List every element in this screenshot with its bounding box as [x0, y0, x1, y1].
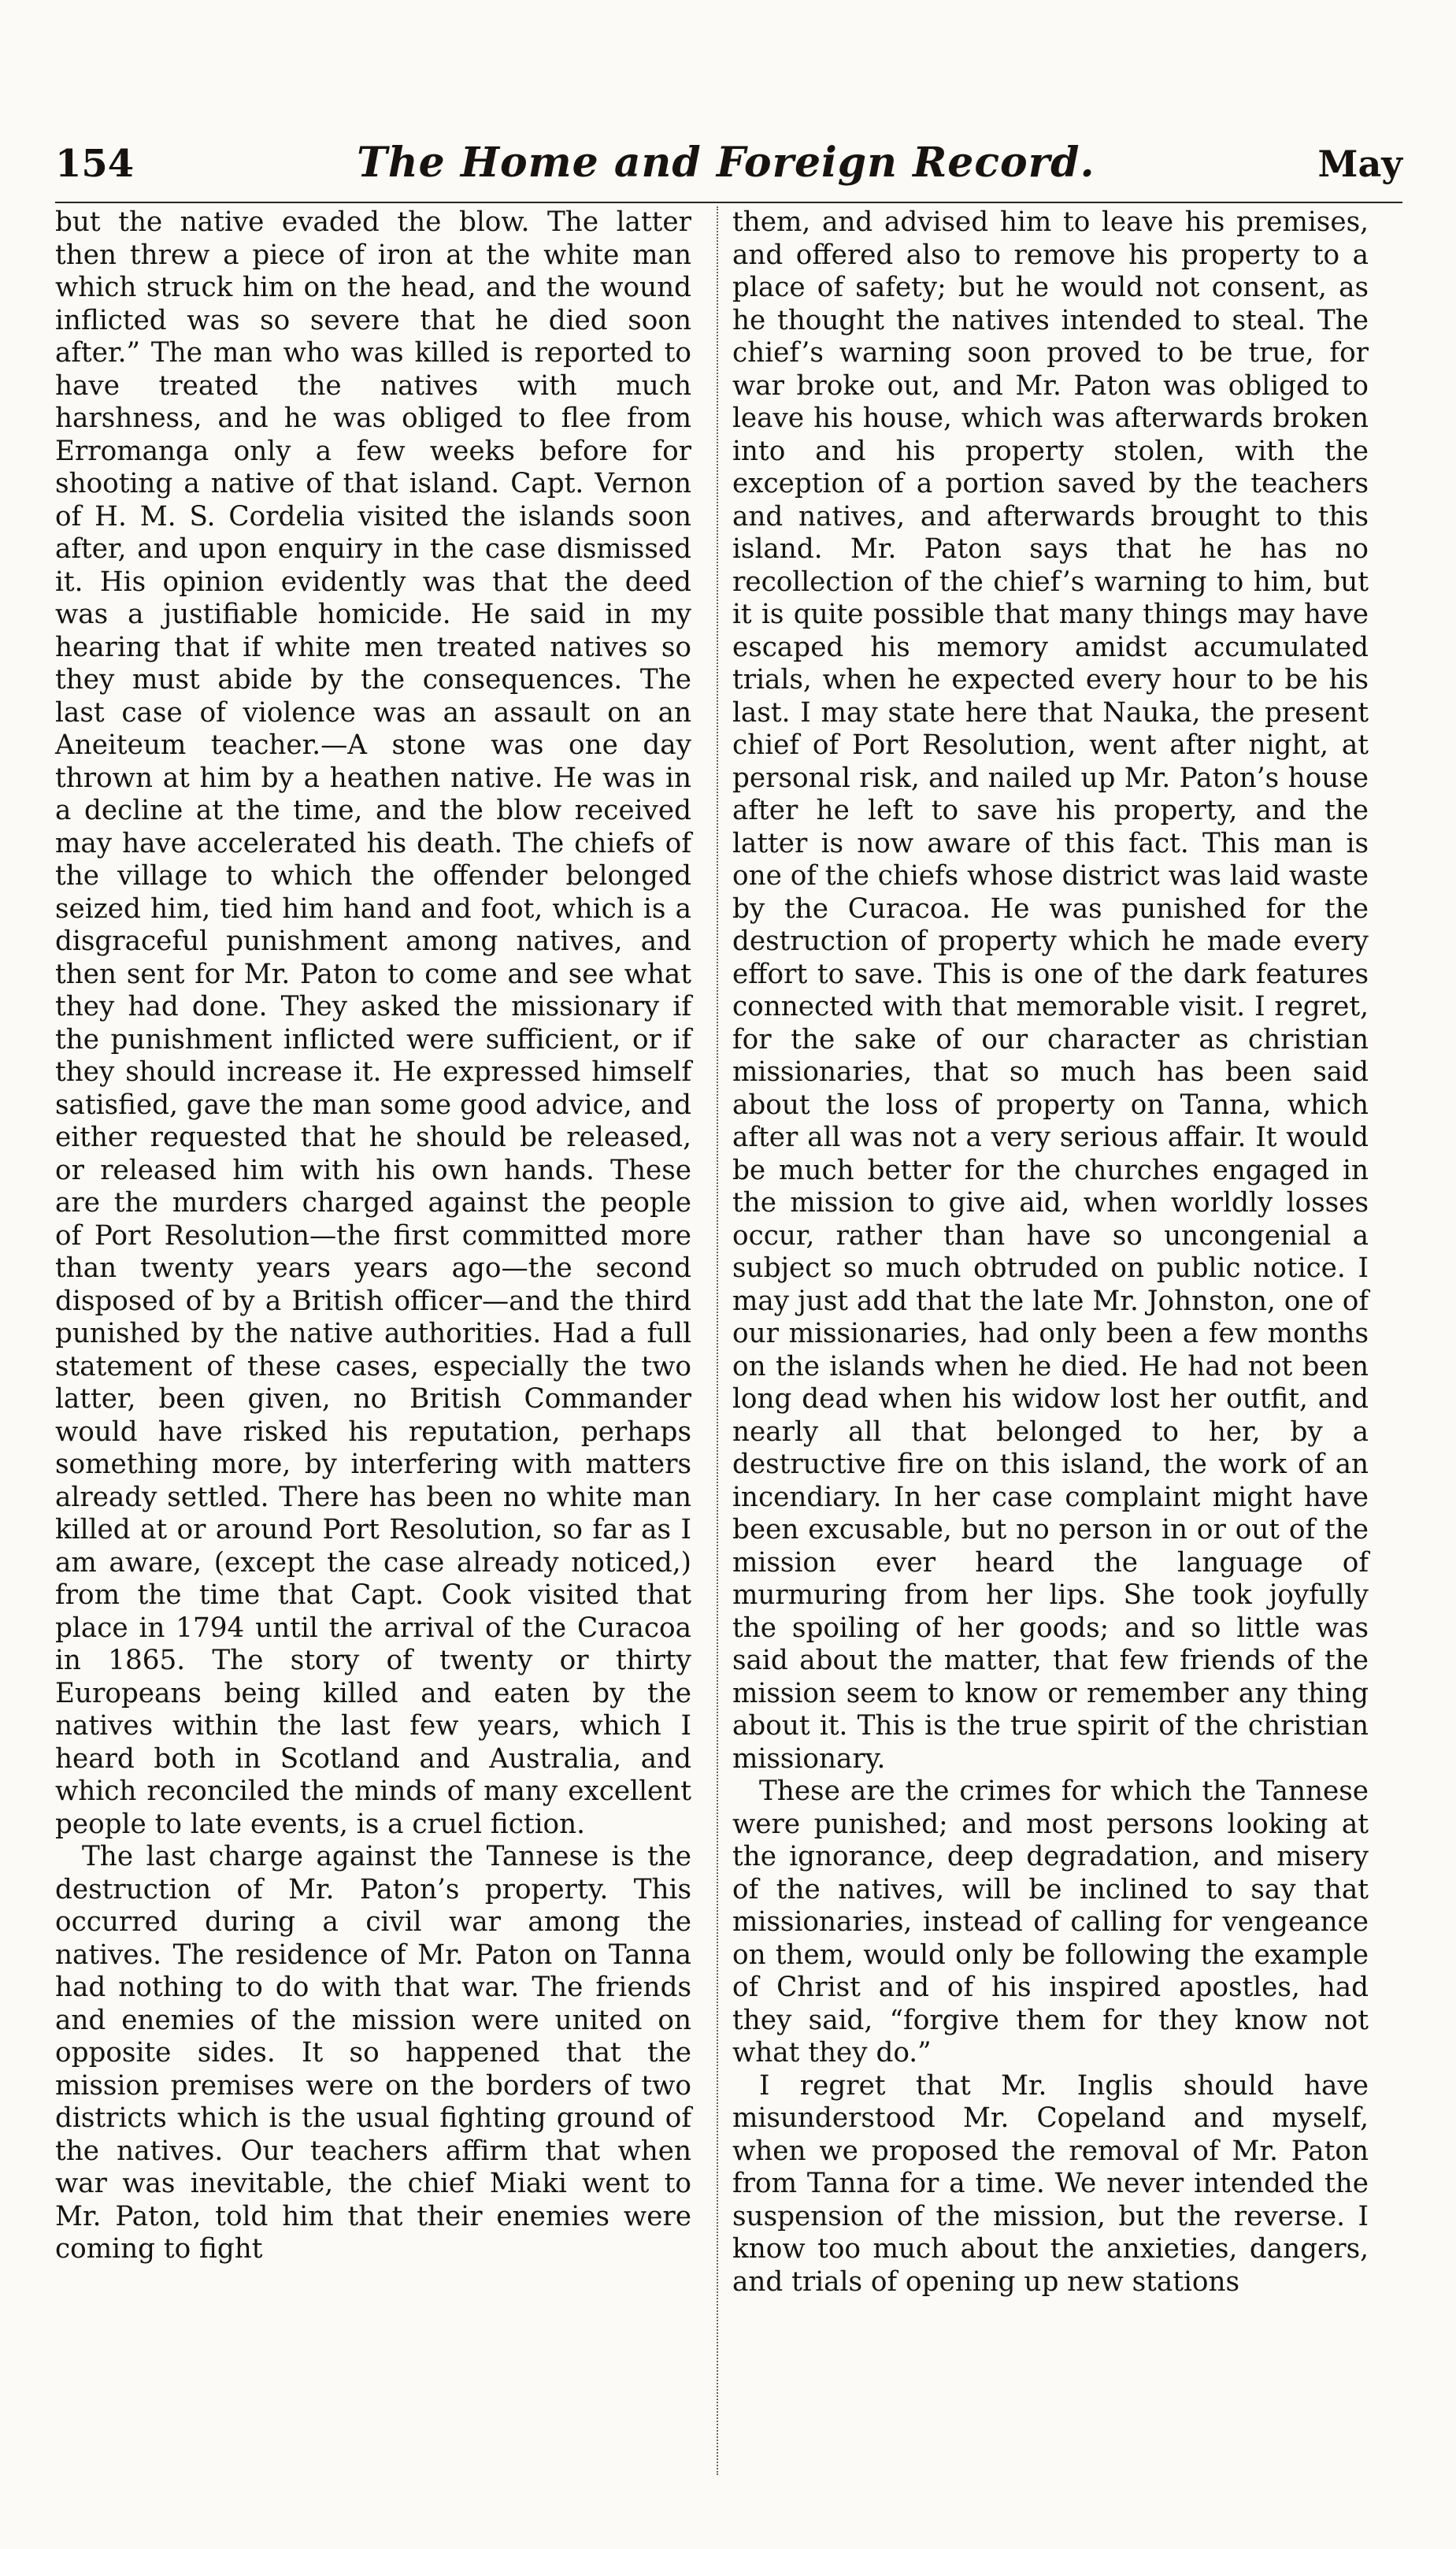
page-number: 154: [55, 142, 135, 186]
running-header: [55, 139, 1402, 194]
paragraph: The last charge against the Tannese is the destruction of Mr. Paton’s property. This occurred during a civil war among the natives. The residence of Mr. Paton on Tanna had nothing to do with that war. The friends and enemies of the mission were united on opposite sides. It so happened that the mission premises were on the borders of two districts which is the usual fighting ground of the natives. Our teachers affirm that when war was inevitable, the chief Miaki went to Mr. Paton, told him that their enemies were coming to fight: [55, 1841, 691, 2265]
right-column: [732, 206, 1369, 2299]
month-label: May: [1317, 143, 1402, 185]
paragraph: but the native evaded the blow. The latter then threw a piece of iron at the white man which struck him on the head, and the wound inflicted was so severe that he died soon after.” The man who was killed is reported to have treated the natives with much harshness, and he was obliged to flee from Erromanga only a few weeks before for shooting a native of that island. Capt. Vernon of H. M. S. Cordelia visited the islands soon after, and upon enquiry in the case dismissed it. His opinion evidently was that the deed was a justifiable homicide. He said in my hearing that if white men treated natives so they must abide by the consequences. The last case of violence was an assault on an Aneiteum teacher.—A stone was one day thrown at him by a heathen native. He was in a decline at the time, and the blow received may have accelerated his death. The chiefs of the village to which the offender belonged seized him, tied him hand and foot, which is a disgraceful punishment among natives, and then sent for Mr. Paton to come and see what they had done. They asked the missionary if the punishment inflicted were sufficient, or if they should increase it. He expressed himself satisfied, gave the man some good advice, and either requested that he should be released, or released him with his own hands. These are the murders charged against the people of Port Resolution—the first committed more than twenty years years ago—the second disposed of by a British officer—and the third punished by the native authorities. Had a full statement of these cases, especially the two latter, been given, no British Commander would have risked his reputation, perhaps something more, by interfering with matters already settled. There has been no white man killed at or around Port Resolution, so far as I am aware, (except the case already noticed,) from the time that Capt. Cook visited that place in 1794 until the arrival of the Curacoa in 1865. The story of twenty or thirty Europeans being killed and eaten by the natives within the last few years, which I heard both in Scotland and Australia, and which reconciled the minds of many excellent people to late events, is a cruel fiction.: [55, 206, 691, 1840]
column-divider: [717, 206, 718, 2475]
journal-title: The Home and Foreign Record.: [357, 139, 1095, 187]
header-rule: [55, 202, 1402, 203]
left-column: [55, 206, 691, 2266]
paragraph: them, and advised him to leave his premises, and offered also to remove his property to a place of safety; but he would not consent, as he thought the natives intended to steal. The chief’s warning soon proved to be true, for war broke out, and Mr. Paton was obliged to leave his house, which was afterwards broken into and his property stolen, with the exception of a portion saved by the teachers and natives, and afterwards brought to this island. Mr. Paton says that he has no recollection of the chief’s warning to him, but it is quite possible that many things may have escaped his memory amidst accumulated trials, when he expected every hour to be his last. I may state here that Nauka, the present chief of Port Resolution, went after night, at personal risk, and nailed up Mr. Paton’s house after he left to save his property, and the latter is now aware of this fact. This man is one of the chiefs whose district was laid waste by the Curacoa. He was punished for the destruction of property which he made every effort to save. This is one of the dark features connected with that memorable visit. I regret, for the sake of our character as christian missionaries, that so much has been said about the loss of property on Tanna, which after all was not a very serious affair. It would be much better for the churches engaged in the mission to give aid, when worldly losses occur, rather than have so uncongenial a subject so much obtruded on public notice. I may just add that the late Mr. Johnston, one of our missionaries, had only been a few months on the islands when he died. He had not been long dead when his widow lost her outfit, and nearly all that belonged to her, by a destructive fire on this island, the work of an incendiary. In her case complaint might have been excusable, but no person in or out of the mission ever heard the language of murmuring from her lips. She took joyfully the spoiling of her goods; and so little was said about the matter, that few friends of the mission seem to know or remember any thing about it. This is the true spirit of the christian missionary.: [732, 206, 1369, 1775]
paragraph: I regret that Mr. Inglis should have misunderstood Mr. Copeland and myself, when we proposed the removal of Mr. Paton from Tanna for a time. We never intended the suspension of the mission, but the reverse. I know too much about the anxieties, dangers, and trials of opening up new stations: [732, 2069, 1369, 2298]
paragraph: These are the crimes for which the Tannese were punished; and most persons looking at the ignorance, deep degradation, and misery of the natives, will be inclined to say that missionaries, instead of calling for vengeance on them, would only be following the example of Christ and of his inspired apostles, had they said, “forgive them for they know not what they do.”: [732, 1775, 1369, 2069]
